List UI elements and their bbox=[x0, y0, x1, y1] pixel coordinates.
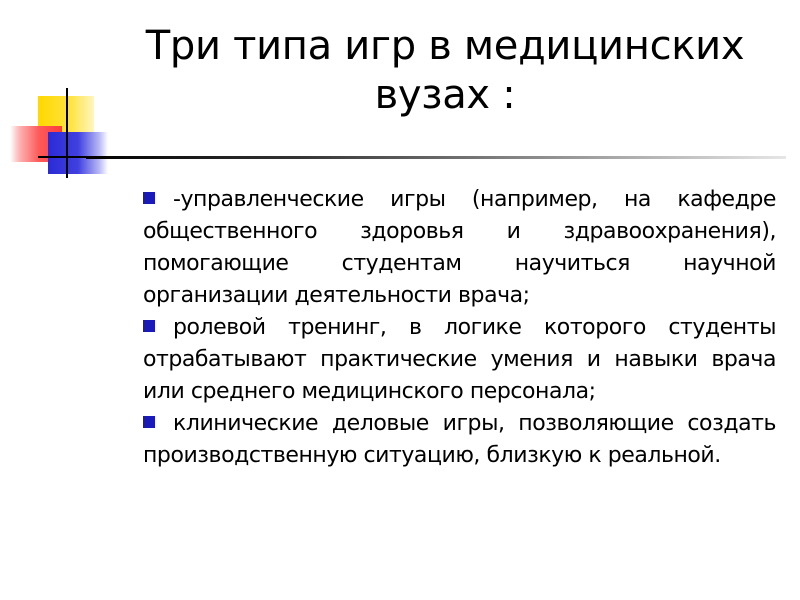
bullet-item-management-games bbox=[143, 184, 776, 312]
bullet-text: -управленческие игры (например, на кафедре общественного здоровья и здравоохранения), помогающие студентам научиться научной организации деятельности врача; bbox=[143, 187, 776, 308]
bullet-text: ролевой тренинг, в логике которого студенты отрабатывают практические умения и навыки врача или среднего медицинского персонала; bbox=[143, 315, 776, 404]
bullet-item-clinical-games bbox=[143, 408, 776, 472]
bullet-text: клинические деловые игры, позволяющие создать производственную ситуацию, близкую к реальной. bbox=[143, 411, 776, 468]
title-divider bbox=[86, 156, 786, 159]
square-bullet-icon bbox=[143, 192, 155, 204]
bullet-item-role-training bbox=[143, 312, 776, 408]
ornament-horizontal-line bbox=[38, 156, 86, 158]
bullet-list bbox=[143, 184, 776, 472]
slide-title: Три типа игр в медицинских вузах : bbox=[145, 23, 745, 118]
ornament-blue-square bbox=[48, 132, 108, 174]
ornament-vertical-line bbox=[66, 88, 68, 178]
square-bullet-icon bbox=[143, 416, 155, 428]
square-bullet-icon bbox=[143, 320, 155, 332]
